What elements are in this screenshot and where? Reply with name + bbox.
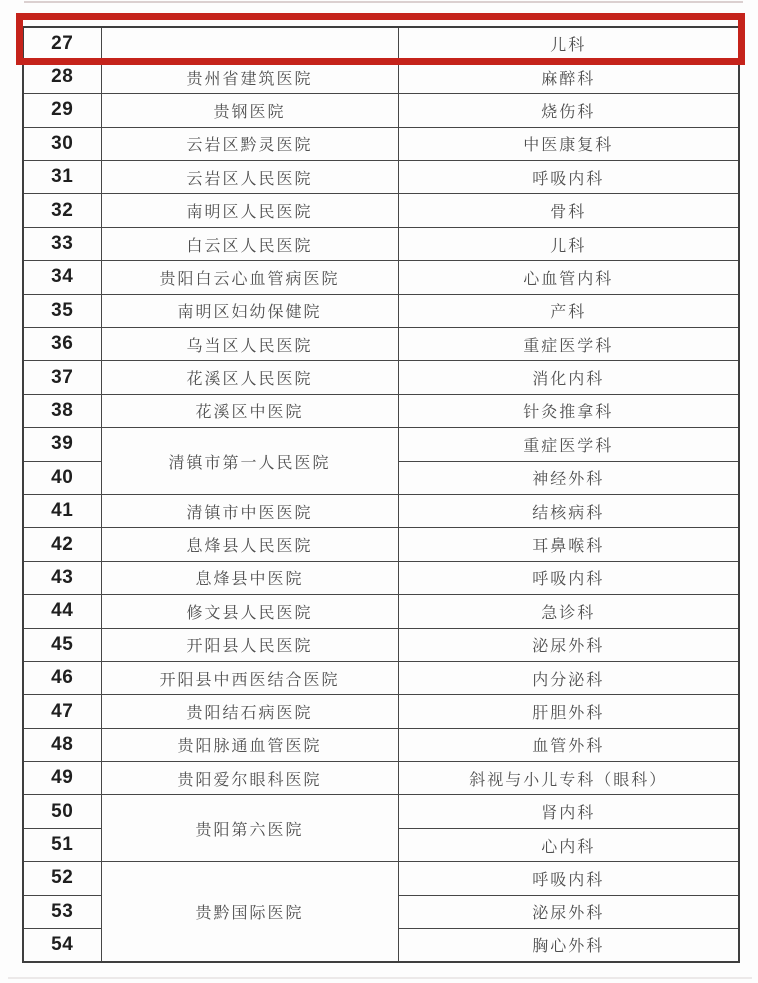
table-row xyxy=(23,795,739,828)
table-row xyxy=(23,728,739,761)
hospital-name-cell: 开阳县人民医院 xyxy=(101,628,398,661)
row-number-cell: 49 xyxy=(23,762,101,795)
row-number-cell: 30 xyxy=(23,127,101,160)
hospital-name-cell xyxy=(101,27,398,60)
row-number-cell: 31 xyxy=(23,161,101,194)
hospital-name-cell: 云岩区黔灵医院 xyxy=(101,127,398,160)
table-row xyxy=(23,328,739,361)
table-row xyxy=(23,494,739,527)
department-cell: 呼吸内科 xyxy=(398,561,739,594)
hospital-name-cell: 南明区人民医院 xyxy=(101,194,398,227)
row-number-cell: 34 xyxy=(23,261,101,294)
department-cell: 肾内科 xyxy=(398,795,739,828)
department-cell: 骨科 xyxy=(398,194,739,227)
department-cell: 针灸推拿科 xyxy=(398,394,739,427)
table-row xyxy=(23,361,739,394)
department-cell: 急诊科 xyxy=(398,595,739,628)
hospital-name-cell: 息烽县人民医院 xyxy=(101,528,398,561)
table-row xyxy=(23,94,739,127)
hospital-name-cell: 贵阳脉通血管医院 xyxy=(101,728,398,761)
table-row xyxy=(23,261,739,294)
row-number-cell: 38 xyxy=(23,394,101,427)
department-cell: 烧伤科 xyxy=(398,94,739,127)
row-number-cell: 33 xyxy=(23,227,101,260)
table-row xyxy=(23,762,739,795)
table-row xyxy=(23,428,739,461)
row-number-cell: 44 xyxy=(23,595,101,628)
department-cell: 心血管内科 xyxy=(398,261,739,294)
hospital-name-cell: 白云区人民医院 xyxy=(101,227,398,260)
table-row xyxy=(23,528,739,561)
table-row xyxy=(23,862,739,895)
row-number-cell: 47 xyxy=(23,695,101,728)
row-number-cell: 46 xyxy=(23,661,101,694)
table-row xyxy=(23,161,739,194)
department-cell: 内分泌科 xyxy=(398,661,739,694)
hospital-name-cell: 贵阳第六医院 xyxy=(101,795,398,862)
row-number-cell: 27 xyxy=(23,27,101,60)
top-partial-row-line xyxy=(24,1,743,3)
row-number-cell: 53 xyxy=(23,895,101,928)
table-row xyxy=(23,661,739,694)
department-cell: 耳鼻喉科 xyxy=(398,528,739,561)
row-number-cell: 37 xyxy=(23,361,101,394)
row-number-cell: 35 xyxy=(23,294,101,327)
department-cell: 斜视与小儿专科（眼科） xyxy=(398,762,739,795)
row-number-cell: 28 xyxy=(23,60,101,93)
department-cell: 神经外科 xyxy=(398,461,739,494)
department-cell: 中医康复科 xyxy=(398,127,739,160)
department-cell: 肝胆外科 xyxy=(398,695,739,728)
department-cell: 呼吸内科 xyxy=(398,862,739,895)
department-cell: 消化内科 xyxy=(398,361,739,394)
hospital-name-cell: 乌当区人民医院 xyxy=(101,328,398,361)
department-cell: 结核病科 xyxy=(398,494,739,527)
hospital-name-cell: 贵黔国际医院 xyxy=(101,862,398,962)
hospital-name-cell: 清镇市第一人民医院 xyxy=(101,428,398,495)
row-number-cell: 51 xyxy=(23,828,101,861)
department-cell: 呼吸内科 xyxy=(398,161,739,194)
row-number-cell: 39 xyxy=(23,428,101,461)
hospital-name-cell: 贵阳白云心血管病医院 xyxy=(101,261,398,294)
department-cell: 麻醉科 xyxy=(398,60,739,93)
department-cell: 心内科 xyxy=(398,828,739,861)
hospital-table-body xyxy=(23,27,739,962)
table-row xyxy=(23,394,739,427)
table-row-highlighted xyxy=(23,27,739,60)
department-cell: 泌尿外科 xyxy=(398,628,739,661)
table-row xyxy=(23,294,739,327)
row-number-cell: 40 xyxy=(23,461,101,494)
table-row xyxy=(23,561,739,594)
row-number-cell: 52 xyxy=(23,862,101,895)
table-row xyxy=(23,628,739,661)
row-number-cell: 54 xyxy=(23,929,101,962)
department-cell: 重症医学科 xyxy=(398,428,739,461)
hospital-name-cell: 开阳县中西医结合医院 xyxy=(101,661,398,694)
hospital-name-cell: 清镇市中医医院 xyxy=(101,494,398,527)
hospital-department-table xyxy=(22,26,740,963)
row-number-cell: 41 xyxy=(23,494,101,527)
table-row xyxy=(23,194,739,227)
row-number-cell: 43 xyxy=(23,561,101,594)
department-cell: 泌尿外科 xyxy=(398,895,739,928)
row-number-cell: 48 xyxy=(23,728,101,761)
department-cell: 儿科 xyxy=(398,27,739,60)
hospital-name-cell: 息烽县中医院 xyxy=(101,561,398,594)
hospital-name-cell: 云岩区人民医院 xyxy=(101,161,398,194)
table-row xyxy=(23,595,739,628)
department-cell: 胸心外科 xyxy=(398,929,739,962)
hospital-name-cell: 花溪区中医院 xyxy=(101,394,398,427)
row-number-cell: 29 xyxy=(23,94,101,127)
row-number-cell: 36 xyxy=(23,328,101,361)
table-row xyxy=(23,227,739,260)
hospital-name-cell: 修文县人民医院 xyxy=(101,595,398,628)
table-row xyxy=(23,695,739,728)
hospital-name-cell: 贵钢医院 xyxy=(101,94,398,127)
row-number-cell: 50 xyxy=(23,795,101,828)
table-row xyxy=(23,127,739,160)
hospital-name-cell: 贵阳爱尔眼科医院 xyxy=(101,762,398,795)
table-row xyxy=(23,60,739,93)
row-number-cell: 32 xyxy=(23,194,101,227)
department-cell: 儿科 xyxy=(398,227,739,260)
department-cell: 重症医学科 xyxy=(398,328,739,361)
hospital-name-cell: 贵阳结石病医院 xyxy=(101,695,398,728)
department-cell: 血管外科 xyxy=(398,728,739,761)
hospital-name-cell: 南明区妇幼保健院 xyxy=(101,294,398,327)
hospital-name-cell: 花溪区人民医院 xyxy=(101,361,398,394)
hospital-name-cell: 贵州省建筑医院 xyxy=(101,60,398,93)
department-cell: 产科 xyxy=(398,294,739,327)
row-number-cell: 42 xyxy=(23,528,101,561)
row-number-cell: 45 xyxy=(23,628,101,661)
bottom-faint-line xyxy=(8,977,752,979)
